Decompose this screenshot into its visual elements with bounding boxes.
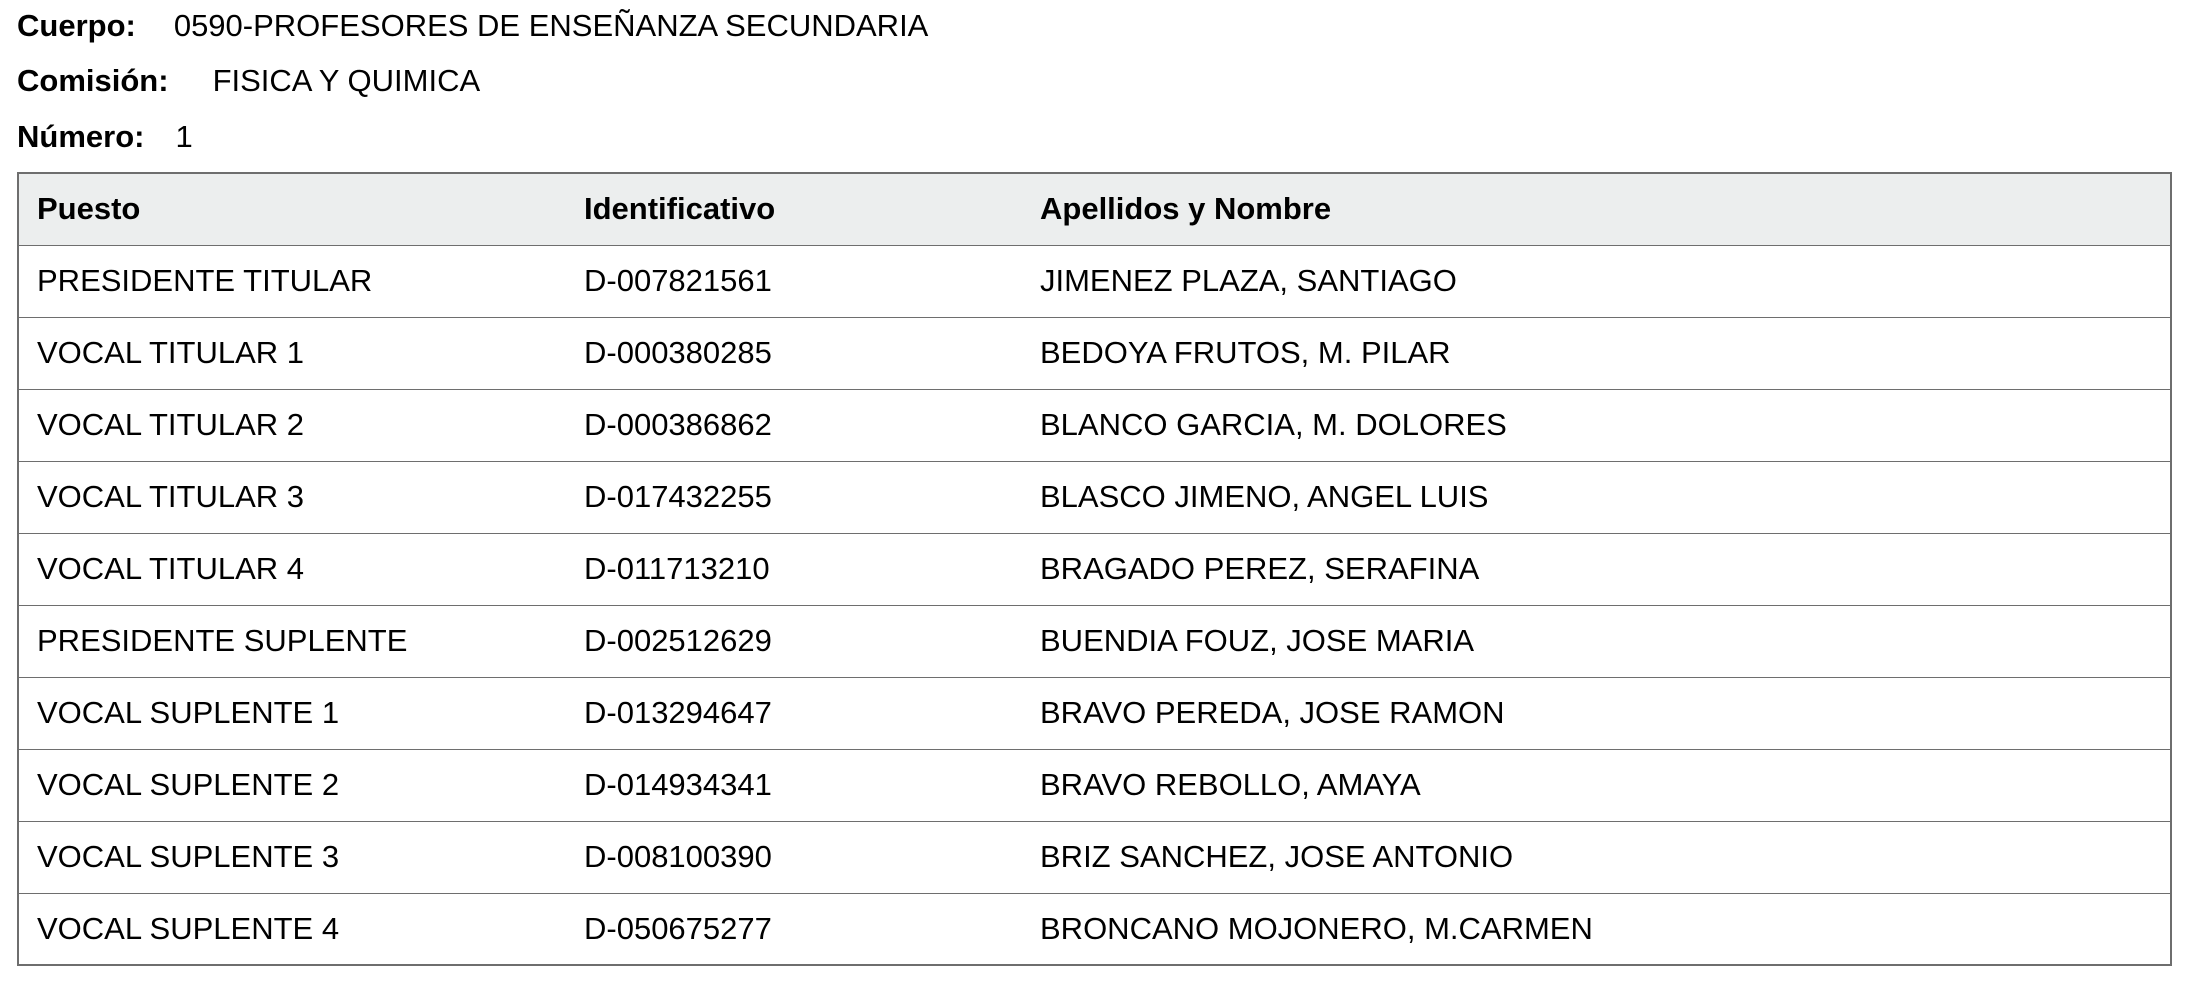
cell-puesto: PRESIDENTE SUPLENTE bbox=[18, 605, 566, 677]
cell-puesto: VOCAL SUPLENTE 1 bbox=[18, 677, 566, 749]
numero-line bbox=[17, 119, 193, 155]
table-row bbox=[18, 893, 2171, 965]
cell-apellidos-nombre: BRAGADO PEREZ, SERAFINA bbox=[1022, 533, 2171, 605]
cell-puesto: VOCAL SUPLENTE 3 bbox=[18, 821, 566, 893]
tribunal-table bbox=[17, 172, 2172, 966]
table-row bbox=[18, 389, 2171, 461]
cell-apellidos-nombre: BRIZ SANCHEZ, JOSE ANTONIO bbox=[1022, 821, 2171, 893]
cell-apellidos-nombre: BRAVO REBOLLO, AMAYA bbox=[1022, 749, 2171, 821]
comision-label: Comisión: bbox=[17, 63, 169, 98]
cell-identificativo: D-000380285 bbox=[566, 317, 1022, 389]
comision-value: FISICA Y QUIMICA bbox=[212, 63, 481, 98]
cell-puesto: VOCAL TITULAR 4 bbox=[18, 533, 566, 605]
table-row bbox=[18, 461, 2171, 533]
table-row bbox=[18, 821, 2171, 893]
cell-identificativo: D-050675277 bbox=[566, 893, 1022, 965]
table-row bbox=[18, 533, 2171, 605]
cell-identificativo: D-007821561 bbox=[566, 245, 1022, 317]
comision-line bbox=[17, 63, 480, 99]
cell-apellidos-nombre: BEDOYA FRUTOS, M. PILAR bbox=[1022, 317, 2171, 389]
cell-identificativo: D-000386862 bbox=[566, 389, 1022, 461]
cell-apellidos-nombre: BLANCO GARCIA, M. DOLORES bbox=[1022, 389, 2171, 461]
numero-value: 1 bbox=[175, 119, 193, 154]
cell-apellidos-nombre: BUENDIA FOUZ, JOSE MARIA bbox=[1022, 605, 2171, 677]
cell-puesto: VOCAL TITULAR 3 bbox=[18, 461, 566, 533]
cell-puesto: VOCAL TITULAR 2 bbox=[18, 389, 566, 461]
cell-apellidos-nombre: BRAVO PEREDA, JOSE RAMON bbox=[1022, 677, 2171, 749]
cell-identificativo: D-013294647 bbox=[566, 677, 1022, 749]
column-header-puesto: Puesto bbox=[18, 173, 566, 245]
cell-apellidos-nombre: BRONCANO MOJONERO, M.CARMEN bbox=[1022, 893, 2171, 965]
table-header-row bbox=[18, 173, 2171, 245]
cell-identificativo: D-017432255 bbox=[566, 461, 1022, 533]
cell-puesto: PRESIDENTE TITULAR bbox=[18, 245, 566, 317]
cuerpo-line bbox=[17, 8, 928, 44]
cell-puesto: VOCAL SUPLENTE 4 bbox=[18, 893, 566, 965]
table-row bbox=[18, 677, 2171, 749]
cell-puesto: VOCAL TITULAR 1 bbox=[18, 317, 566, 389]
table-row bbox=[18, 605, 2171, 677]
cell-identificativo: D-002512629 bbox=[566, 605, 1022, 677]
cell-identificativo: D-011713210 bbox=[566, 533, 1022, 605]
cell-apellidos-nombre: JIMENEZ PLAZA, SANTIAGO bbox=[1022, 245, 2171, 317]
column-header-apellidos-nombre: Apellidos y Nombre bbox=[1022, 173, 2171, 245]
table-row bbox=[18, 749, 2171, 821]
column-header-identificativo: Identificativo bbox=[566, 173, 1022, 245]
cell-apellidos-nombre: BLASCO JIMENO, ANGEL LUIS bbox=[1022, 461, 2171, 533]
numero-label: Número: bbox=[17, 119, 145, 154]
cell-identificativo: D-014934341 bbox=[566, 749, 1022, 821]
cell-identificativo: D-008100390 bbox=[566, 821, 1022, 893]
table-row bbox=[18, 245, 2171, 317]
cuerpo-value: 0590-PROFESORES DE ENSEÑANZA SECUNDARIA bbox=[173, 8, 929, 43]
table-row bbox=[18, 317, 2171, 389]
cuerpo-label: Cuerpo: bbox=[17, 8, 136, 43]
cell-puesto: VOCAL SUPLENTE 2 bbox=[18, 749, 566, 821]
